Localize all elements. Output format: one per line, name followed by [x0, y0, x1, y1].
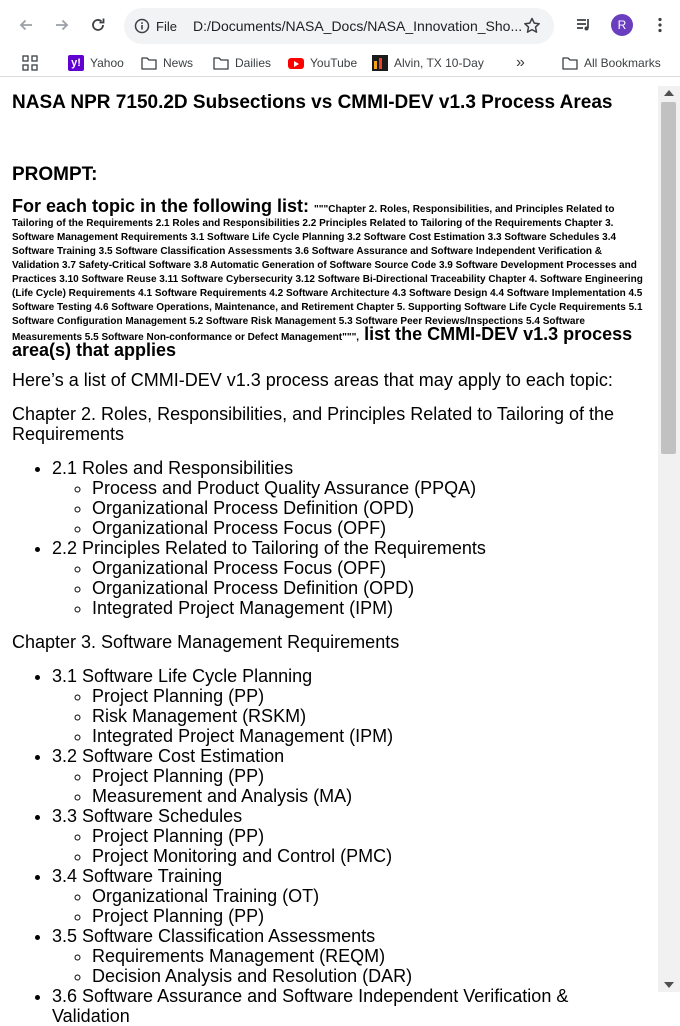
- topic-item: [52, 926, 646, 986]
- reload-button[interactable]: [80, 7, 116, 43]
- process-area-list: [52, 886, 646, 926]
- topic-list: [12, 666, 646, 1026]
- process-area-item: ◦ Integrated Project Management (IPM): [92, 598, 646, 618]
- media-controls-button[interactable]: [566, 7, 602, 43]
- topic-list: [12, 458, 646, 618]
- folder-icon: [213, 56, 229, 70]
- prompt-paragraph: [12, 196, 646, 360]
- topic-label: 3.2 Software Cost Estimation: [52, 746, 285, 766]
- bookmark-yahoo[interactable]: [68, 55, 124, 71]
- bookmark-label: YouTube: [310, 56, 358, 70]
- back-button[interactable]: [8, 7, 44, 43]
- yahoo-icon: y!: [68, 55, 84, 71]
- process-area-item: ◦ Project Planning (PP): [92, 686, 646, 706]
- process-area-list: [52, 826, 646, 866]
- process-area-item: ◦ Project Planning (PP): [92, 766, 646, 786]
- prompt-topic-list: """Chapter 2. Roles, Responsibilities, and Principles Related to Tailoring of the Requirements 2.1 Roles and Responsibilities 2.2 Principles Related to Tailoring of the Requirements Chapter 3. Software Management Requirements 3.1 Software Life Cycle Planning 3.2 Software Cost Estimation 3.3 Software Schedules 3.4 Software Training 3.5 Software Classification Assessments 3.6 Software Assurance and Software Independent Verification & Validation 3.7 Safety-Critical Software 3.8 Automatic Generation of Software Source Code 3.9 Software Development Processes and Practices 3.10 Software Reuse 3.11 Software Cybersecurity 3.12 Software Bi-Directional Traceability Chapter 4. Software Engineering (Life Cycle) Requirements 4.1 Software Requirements 4.2 Software Architecture 4.3 Software Design 4.4 Software Implementation 4.5 Software Testing 4.6 Software Operations, Maintenance, and Retirement Chapter 5. Supporting Software Life Cycle Requirements 5.1 Software Configuration Management 5.2 Software Risk Management 5.3 Software Peer Reviews/Inspections 5.4 Software Measurements 5.5 Software Non-conformance or Defect Management""",: [12, 204, 643, 343]
- process-area-item: ◦ Organizational Process Definition (OPD): [92, 498, 646, 518]
- page-title: NASA NPR 7150.2D Subsections vs CMMI-DEV v1.3 Process Areas: [12, 92, 613, 113]
- bookmark-label: News: [163, 56, 194, 70]
- topic-label: 3.6 Software Assurance and Software Independent Verification & Validation: [52, 986, 569, 1026]
- chapter-heading: Chapter 3. Software Management Requirements: [12, 632, 400, 652]
- site-label: File: [156, 18, 177, 34]
- forward-button[interactable]: [44, 7, 80, 43]
- apps-grid-icon: [22, 55, 38, 71]
- process-area-item: ◦ Measurement and Analysis (MA): [92, 786, 646, 806]
- prompt-lead: For each topic in the following list:: [12, 196, 315, 216]
- process-area-list: [52, 686, 646, 746]
- bookmark-label: Yahoo: [90, 56, 124, 70]
- more-bookmarks-button[interactable]: »: [516, 54, 525, 71]
- topic-item: [52, 746, 646, 806]
- topic-label: 3.1 Software Life Cycle Planning: [52, 666, 313, 686]
- folder-icon: [141, 56, 157, 70]
- reload-icon: [89, 16, 107, 34]
- address-bar[interactable]: [124, 8, 554, 44]
- site-info-chip[interactable]: [134, 18, 177, 34]
- toolbar-right-icons: [566, 7, 678, 43]
- chapter-heading: Chapter 2. Roles, Responsibilities, and Principles Related to Tailoring of the Requirements: [12, 404, 614, 444]
- process-area-item: ◦ Organizational Process Definition (OPD): [92, 578, 646, 598]
- process-area-list: [52, 558, 646, 618]
- topic-item: [52, 538, 646, 618]
- info-icon: [134, 18, 150, 34]
- scroll-thumb[interactable]: [661, 102, 676, 454]
- process-area-item: ◦ Risk Management (RSKM): [92, 706, 646, 726]
- topic-item: [52, 666, 646, 746]
- topic-label: 2.2 Principles Related to Tailoring of the Requirements: [52, 538, 486, 558]
- chapters-container: [12, 404, 646, 1026]
- prompt-tail: list the CMMI-DEV v1.3 process area(s) that applies: [12, 324, 633, 360]
- profile-button[interactable]: [604, 7, 640, 43]
- process-area-item: ◦ Requirements Management (REQM): [92, 946, 646, 966]
- kebab-menu-icon: [651, 16, 669, 34]
- prompt-heading: PROMPT:: [12, 164, 98, 185]
- topic-label: 3.4 Software Training: [52, 866, 223, 886]
- back-arrow-icon: [17, 16, 35, 34]
- process-area-item: ◦ Organizational Training (OT): [92, 886, 646, 906]
- intro-text: Here’s a list of CMMI-DEV v1.3 process areas that may apply to each topic:: [12, 370, 613, 390]
- youtube-icon: [288, 58, 304, 69]
- scroll-up-arrow-icon[interactable]: [664, 90, 674, 96]
- process-area-item: ◦ Process and Product Quality Assurance (PPQA): [92, 478, 646, 498]
- browser-toolbar: [0, 0, 680, 50]
- bookmarks-bar: [0, 50, 680, 77]
- bookmark-news[interactable]: [141, 56, 193, 70]
- bookmark-youtube[interactable]: [288, 56, 357, 70]
- topic-label: 3.3 Software Schedules: [52, 806, 243, 826]
- page-content: [0, 86, 658, 1026]
- scroll-down-arrow-icon[interactable]: [664, 982, 674, 988]
- topic-item: [52, 866, 646, 926]
- process-area-list: [52, 766, 646, 806]
- bookmark-dailies[interactable]: [213, 56, 271, 70]
- folder-icon: [562, 56, 578, 70]
- vertical-scrollbar[interactable]: [658, 86, 680, 992]
- all-bookmarks-label: All Bookmarks: [584, 56, 661, 70]
- bookmark-label: Dailies: [235, 56, 272, 70]
- process-area-item: ◦ Organizational Process Focus (OPF): [92, 558, 646, 578]
- bookmark-label: Alvin, TX 10-Day: [394, 56, 484, 70]
- star-icon: [522, 16, 542, 36]
- process-area-item: ◦ Decision Analysis and Resolution (DAR): [92, 966, 646, 986]
- bookmark-alvin-weather[interactable]: [372, 55, 484, 71]
- apps-button[interactable]: [22, 55, 38, 71]
- playlist-icon: [575, 16, 593, 34]
- topic-item: [52, 458, 646, 538]
- bookmark-star-button[interactable]: [522, 16, 542, 41]
- weather-site-icon: [372, 55, 388, 71]
- process-area-list: [52, 478, 646, 538]
- process-area-item: ◦ Project Planning (PP): [92, 906, 646, 926]
- process-area-item: ◦ Organizational Process Focus (OPF): [92, 518, 646, 538]
- process-area-item: ◦ Project Planning (PP): [92, 826, 646, 846]
- topic-item: [52, 806, 646, 866]
- process-area-item: ◦ Project Monitoring and Control (PMC): [92, 846, 646, 866]
- url-text[interactable]: D:/Documents/NASA_Docs/NASA_Innovation_Sho...: [192, 18, 523, 34]
- avatar: R: [611, 14, 633, 36]
- menu-button[interactable]: [642, 7, 678, 43]
- topic-label: 3.5 Software Classification Assessments: [52, 926, 376, 946]
- document-body: [0, 92, 658, 1026]
- process-area-item: ◦ Integrated Project Management (IPM): [92, 726, 646, 746]
- forward-arrow-icon: [53, 16, 71, 34]
- all-bookmarks-button[interactable]: [562, 56, 661, 70]
- topic-label: 2.1 Roles and Responsibilities: [52, 458, 294, 478]
- process-area-list: [52, 946, 646, 986]
- topic-item: [52, 986, 646, 1026]
